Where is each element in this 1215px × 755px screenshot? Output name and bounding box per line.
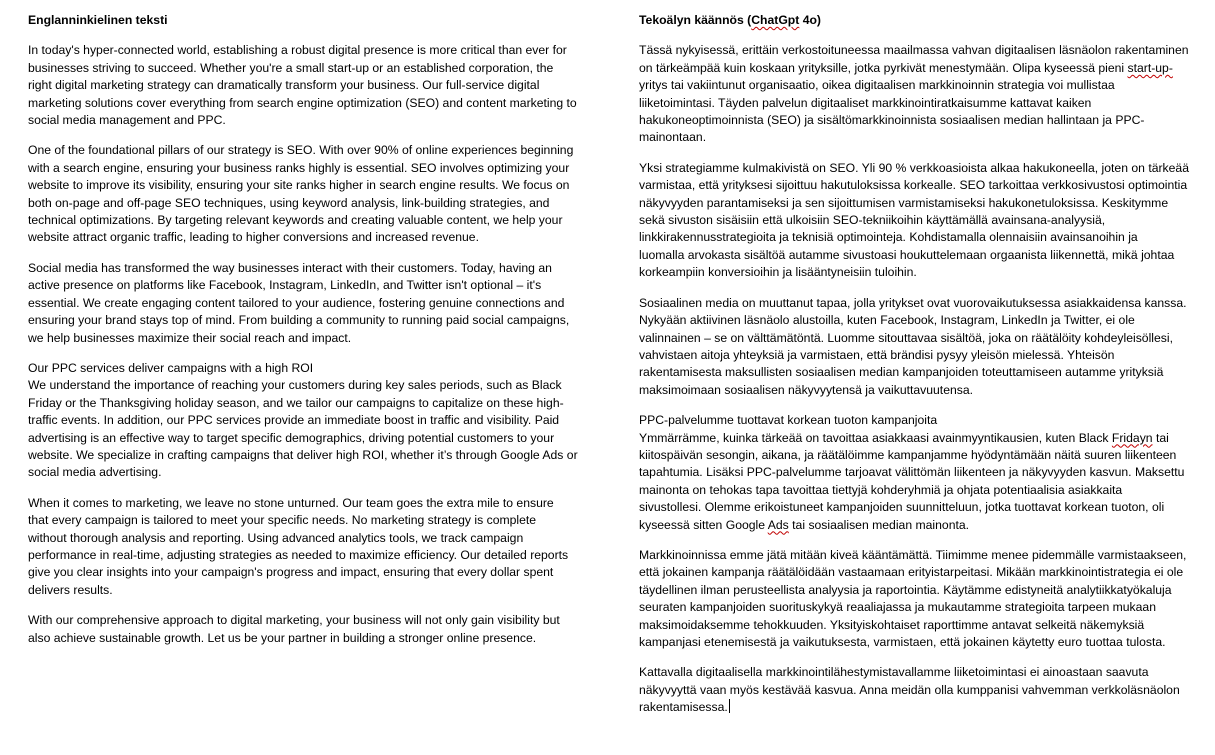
text-line: In today's hyper-connected world, establishing a robust digital presence is more critical than ever for xyxy=(28,43,567,58)
text-line: Social media has transformed the way businesses interact with their customers. Today, having an xyxy=(28,260,552,275)
text-line: advertising is an effective way to target specific demographics, driving potential customers to your xyxy=(28,430,555,445)
text-line: When it comes to marketing, we leave no stone unturned. Our team goes the extra mile to ensure xyxy=(28,495,554,510)
text-line: Sosiaalinen media on muuttanut tapaa, jolla yritykset ovat vuorovaikutuksessa asiakkaidensa kanssa. xyxy=(639,295,1187,310)
paragraph xyxy=(639,412,1199,534)
text-line: Markkinoinnissa emme jätä mitään kiveä kääntämättä. Tiimimme menee pidemmälle varmistaakseen, xyxy=(639,547,1187,562)
text-line: tapahtumia. Lisäksi PPC-palvelumme tarjoavat välittömän liikenteen ja näkyvyyden kasvun. Maksettu xyxy=(639,465,1185,480)
text-cursor xyxy=(729,699,730,713)
spellcheck-flagged-word: Ads xyxy=(767,517,789,532)
text-line: hakukoneoptimoinnista (SEO) ja sisältömarkkinoinnista sosiaalisen median hallintaan ja PPC- xyxy=(639,113,1145,128)
english-heading: Englanninkielinen teksti xyxy=(28,13,168,27)
text-line: traffic events. In addition, our PPC services provide an immediate boost in traffic and visibility. Paid xyxy=(28,413,560,428)
english-paragraphs xyxy=(28,42,588,647)
paragraph xyxy=(639,160,1199,282)
text-line: give you clear insights into your campaign's progress and impact, ensuring that every dollar spent xyxy=(28,565,554,580)
paragraph xyxy=(28,495,588,599)
text-line: näkyvyyttä vaan myös kestävää kasvua. Anna meidän olla kumppanisi vahvemman verkkoläsnäolon xyxy=(639,682,1180,697)
text-line: website attract organic traffic, leading to higher conversions and increased revenue. xyxy=(28,230,479,245)
text-line: kyseessä sitten Google Ads tai sosiaalisen median mainonta. xyxy=(639,517,970,532)
paragraph xyxy=(639,547,1199,651)
english-text-column[interactable] xyxy=(28,12,588,660)
text-line: mainonta on tehokas tapa tavoittaa tiettyjä kohderyhmiä ja ohjata potentiaalisia asiakkaita xyxy=(639,482,1123,497)
text-line: seuraten kampanjoiden suorituskykyä reaaliajassa ja mukautamme strategioita tarpeen mukaan xyxy=(639,600,1156,615)
text-line: yritys tai vakiintunut organisaatio, oikea digitaalisen markkinoinnin strategia voi mullistaa xyxy=(639,78,1115,93)
text-line: Kattavalla digitaalisella markkinointilähestymistavallamme liiketoimintasi ei ainoastaan saavuta xyxy=(639,665,1149,680)
paragraph xyxy=(28,260,588,347)
text-line: ensuring your brand stays top of mind. From building a community to running paid social campaigns, xyxy=(28,313,570,328)
translation-paragraphs xyxy=(639,42,1199,716)
text-line: rakentamisesta maksullisten sosiaalisen median kampanjoiden toteuttamiseen autamme yrityksiä xyxy=(639,365,1164,380)
text-line: täydellinen ilman perusteellista analyysia ja raportointia. Käytämme edistyneitä analytiikkatyökaluja xyxy=(639,582,1172,597)
text-line: maksimoimaan sosiaalisen näkyvyytensä ja vaikuttavuutensa. xyxy=(639,382,974,397)
text-line: Tässä nykyisessä, erittäin verkostoituneessa maailmassa vahvan digitaalisen läsnäolon rakentaminen xyxy=(639,43,1189,58)
text-line: varmistaa, että yrityksesi sijoittuu hakutuloksissa korkealle. SEO tarkoittaa verkkosivustosi optimointia xyxy=(639,178,1188,193)
text-line: kiitospäivän sesongin, aikana, ja räätälöimme kampanjamme hyödyntämään näitä suuren liikenteen xyxy=(639,447,1177,462)
text-line: vahvistaen aitoja yhteyksiä ja varmistaen, että brändisi pysyy yleisön mielessä. Yhteisön xyxy=(639,347,1115,362)
text-line: website. We specialize in crafting campaigns that deliver high ROI, whether it’s through Google Ads or xyxy=(28,447,578,462)
spellcheck-flagged-word: start-up- xyxy=(1127,60,1173,75)
text-line: näkyvyyden parantamiseksi ja sen sijoittumisen varmistamiseksi hakukonetuloksissa. Keskitymme xyxy=(639,195,1169,210)
spellcheck-flagged-word: ChatGpt xyxy=(751,13,800,27)
text-line: korkeampiin konversioihin ja lisääntyneisiin tuloihin. xyxy=(639,265,917,280)
text-line: With our comprehensive approach to digital marketing, your business will not only gain visibility but xyxy=(28,613,560,628)
text-line: luomalla arvokasta sisältöä autamme sivustoasi houkuttelemaan orgaanista liikennettä, mikä johtaa xyxy=(639,247,1175,262)
text-line: liiketoimintasi. Täyden palvelun digitaaliset markkinointiratkaisumme kattavat kaiken xyxy=(639,95,1092,110)
text-line: with a search engine, ensuring your business ranks highly is essential. SEO involves optimizing your xyxy=(28,160,570,175)
text-line: valinnainen – se on välttämätöntä. Luomme sitouttavaa sisältöä, joka on räätälöity kohdeyleisöllesi, xyxy=(639,330,1173,345)
text-line: One of the foundational pillars of our strategy is SEO. With over 90% of online experiences beginning xyxy=(28,143,574,158)
text-line: that every campaign is tailored to meet your specific needs. No marketing strategy is complete xyxy=(28,513,537,528)
spellcheck-flagged-word: Fridayn xyxy=(1111,430,1153,445)
text-line: social media management and PPC. xyxy=(28,113,226,128)
text-line: Our PPC services deliver campaigns with a high ROI xyxy=(28,360,314,375)
text-line: sekä sivuston sisäisiin että ulkoisiin SEO-tekniikoihin käyttämällä avainsana-analyysiä, xyxy=(639,213,1106,228)
text-line: kampanjasi etenemisestä ja vaikutuksesta, varmistaen, että jokainen käytetty euro tuottaa tulosta. xyxy=(639,635,1166,649)
text-line: also achieve sustainable growth. Let us be your partner in building a stronger online presence. xyxy=(28,630,537,645)
paragraph xyxy=(28,360,588,482)
text-line: active presence on platforms like Facebook, Instagram, LinkedIn, and Twitter isn't optional – it's xyxy=(28,278,542,293)
paragraph xyxy=(28,42,588,129)
text-line: We understand the importance of reaching your customers during key sales periods, such as Black xyxy=(28,378,562,393)
paragraph xyxy=(28,612,588,647)
paragraph xyxy=(28,142,588,246)
text-line: että jokainen kampanja räätälöidään vastaamaan erityistarpeitasi. Mikään markkinointistrategia ei ole xyxy=(639,565,1184,580)
text-line: social media advertising. xyxy=(28,465,162,480)
text-line: essential. We create engaging content tailored to your audience, fostering genuine connections and xyxy=(28,295,565,310)
text-line: businesses striving to succeed. Whether you're a small start-up or an established corporation, the xyxy=(28,60,554,75)
text-line: both on-page and off-page SEO techniques, using keyword analysis, link-building strategies, and xyxy=(28,195,550,210)
paragraph xyxy=(639,42,1199,146)
text-line: marketing solutions cover everything from search engine optimization (SEO) and content marketing to xyxy=(28,95,577,110)
text-line: without thorough analysis and reporting. Using advanced analytics tools, we track campaign xyxy=(28,530,524,545)
text-line: mainontaan. xyxy=(639,130,707,145)
translation-heading: Tekoälyn käännös (ChatGpt 4o) xyxy=(639,13,821,27)
text-line: sivustollesi. Olemme erikoistuneet kampanjoiden suunnitteluun, jotka tuottavat korkean tuoton, oli xyxy=(639,500,1165,515)
text-line: we help businesses maximize their social reach and impact. xyxy=(28,330,352,345)
finnish-translation-column[interactable] xyxy=(639,12,1199,730)
paragraph xyxy=(639,664,1199,716)
text-line: linkkirakennusstrategioita ja teknisiä optimointeja. Kohdistamalla olennaisiin avainsanoihin ja xyxy=(639,230,1138,245)
text-line: PPC-palvelumme tuottavat korkean tuoton kampanjoita xyxy=(639,413,938,428)
text-line: website to improve its visibility, ensuring your site ranks higher in search engine results. We focus on xyxy=(28,178,570,193)
text-line: maksimoidaksemme tehokkuuden. Yksityiskohtaiset raporttimme antavat selkeitä näkemyksiä xyxy=(639,617,1145,632)
text-line: technical optimizations. By targeting relevant keywords and creating valuable content, we help your xyxy=(28,213,563,228)
paragraph xyxy=(639,295,1199,399)
text-line: Friday or the Thanksgiving holiday season, and we tailor our campaigns to capitalize on these high- xyxy=(28,395,564,410)
text-line: Yksi strategiamme kulmakivistä on SEO. Yli 90 % verkkoasioista alkaa hakukoneella, joten on tärkeää xyxy=(639,160,1189,175)
text-line: on tärkeämpää kuin koskaan yrityksille, jotka pyrkivät menestymään. Olipa kyseessä pieni start-up- xyxy=(639,60,1173,75)
text-line: performance in real-time, adjusting strategies as needed to maximize efficiency. Our detailed reports xyxy=(28,547,569,562)
text-line: rakentamisessa. xyxy=(639,700,728,715)
text-line: delivers results. xyxy=(28,582,113,597)
text-line: Ymmärrämme, kuinka tärkeää on tavoittaa asiakkaasi avainmyyntikausien, kuten Black Fridayn tai xyxy=(639,430,1169,445)
text-line: right digital marketing strategy can dramatically transform your business. Our full-service digital xyxy=(28,78,540,93)
text-line: Nykyään aktiivinen läsnäolo alustoilla, kuten Facebook, Instagram, LinkedIn ja Twitter, ei ole xyxy=(639,313,1135,328)
